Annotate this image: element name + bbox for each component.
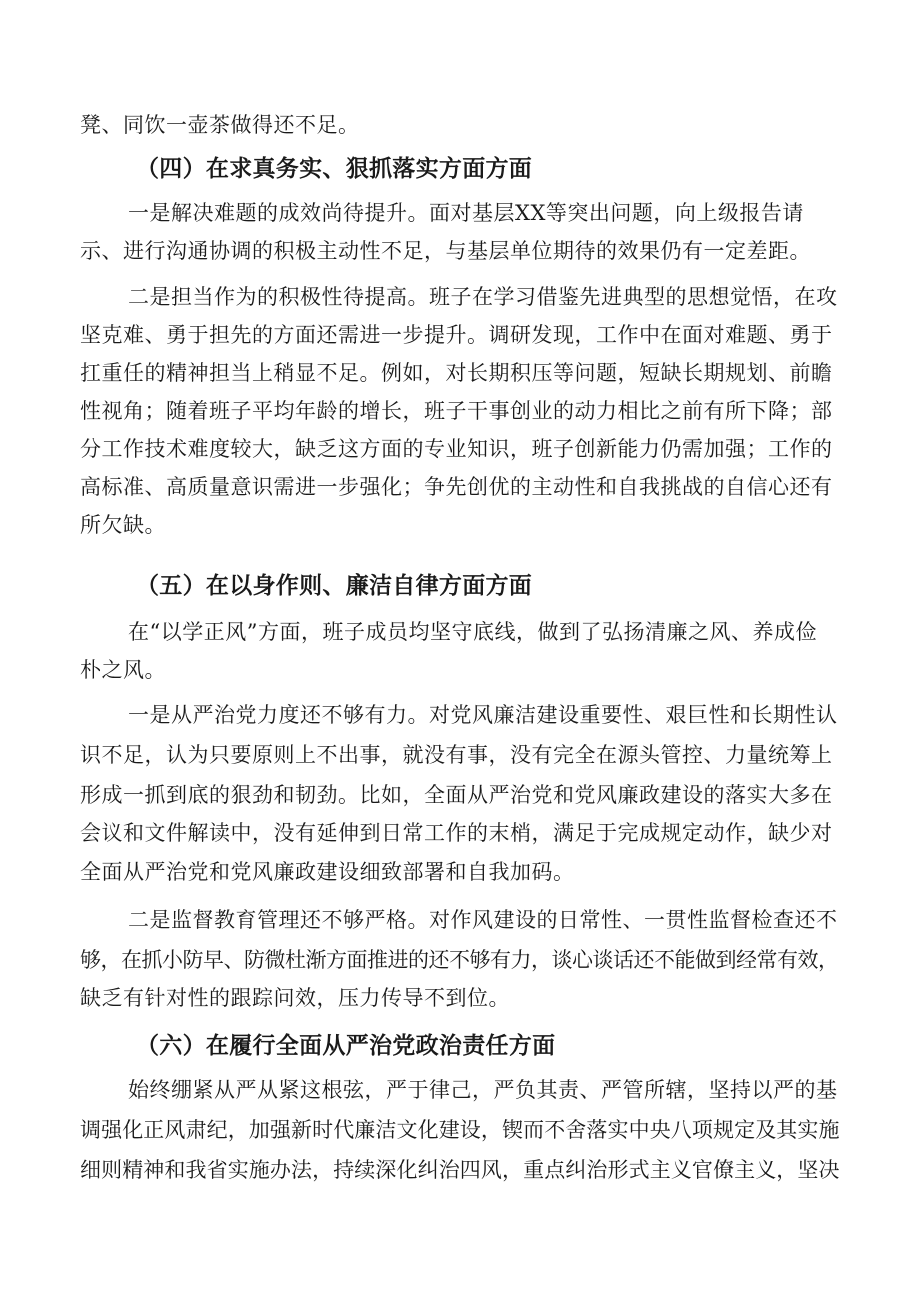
text-line: 扛重任的精神担当上稍显不足。例如，对长期积压等问题，短缺长期规划、前瞻 [80,361,833,385]
text-line: 缺乏有针对性的跟踪问效，压力传导不到位。 [80,986,510,1010]
text-line: 一是解决难题的成效尚待提升。面对基层XX等突出问题，向上级报告请 [128,201,804,225]
text-line: 识不足，认为只要原则上不出事，就没有事，没有完全在源头管控、力量统筹上 [80,743,833,767]
text-line: 坚克难、勇于担先的方面还需进一步提升。调研发现，工作中在面对难题、勇于 [80,323,833,347]
text-line: 一是从严治党力度还不够有力。对党风廉洁建设重要性、艰巨性和长期性认 [128,703,838,727]
text-line: 高标准、高质量意识需进一步强化；争先创优的主动性和自我挑战的自信心还有 [80,475,833,499]
text-line: 全面从严治党和党风廉政建设细致部署和自我加码。 [80,860,575,884]
text-line: 分工作技术难度较大，缺乏这方面的专业知识，班子创新能力仍需加强；工作的 [80,437,833,461]
section-heading: （六）在履行全面从严治党政治责任方面 [136,1033,556,1059]
text-line: 在“以学正风”方面，班子成员均坚守底线，做到了弘扬清廉之风、养成俭 [128,620,817,644]
text-line: 细则精神和我省实施办法，持续深化纠治四风，重点纠治形式主义官僚主义，坚决 [80,1158,840,1182]
text-line: 始终绷紧从严从紧这根弦，严于律己，严负其责、严管所辖，坚持以严的基 [128,1078,838,1102]
text-line: 凳、同饮一壶茶做得还不足。 [80,113,360,137]
text-line: 示、进行沟通协调的积极主动性不足，与基层单位期待的效果仍有一定差距。 [80,239,811,263]
text-line: 二是监督教育管理还不够严格。对作风建设的日常性、一贯性监督检查还不 [128,908,838,932]
text-line: 二是担当作为的积极性待提高。班子在学习借鉴先进典型的思想觉悟，在攻 [128,285,838,309]
text-line: 性视角；随着班子平均年龄的增长，班子干事创业的动力相比之前有所下降；部 [80,399,833,423]
text-line: 朴之风。 [80,658,166,682]
text-line: 形成一抓到底的狠劲和韧劲。比如，全面从严治党和党风廉政建设的落实大多在 [80,783,833,807]
text-line: 调强化正风肃纪，加强新时代廉洁文化建设，锲而不舍落实中央八项规定及其实施 [80,1118,840,1142]
text-line: 所欠缺。 [80,513,166,537]
section-heading: （五）在以身作则、廉洁自律方面方面 [136,573,533,599]
text-line: 够，在抓小防早、防微杜渐方面推进的还不够有力，谈心谈话还不能做到经常有效， [80,948,839,972]
section-heading: （四）在求真务实、狠抓落实方面方面 [136,156,533,182]
text-line: 会议和文件解读中，没有延伸到日常工作的末梢，满足于完成规定动作，缺少对 [80,821,833,845]
